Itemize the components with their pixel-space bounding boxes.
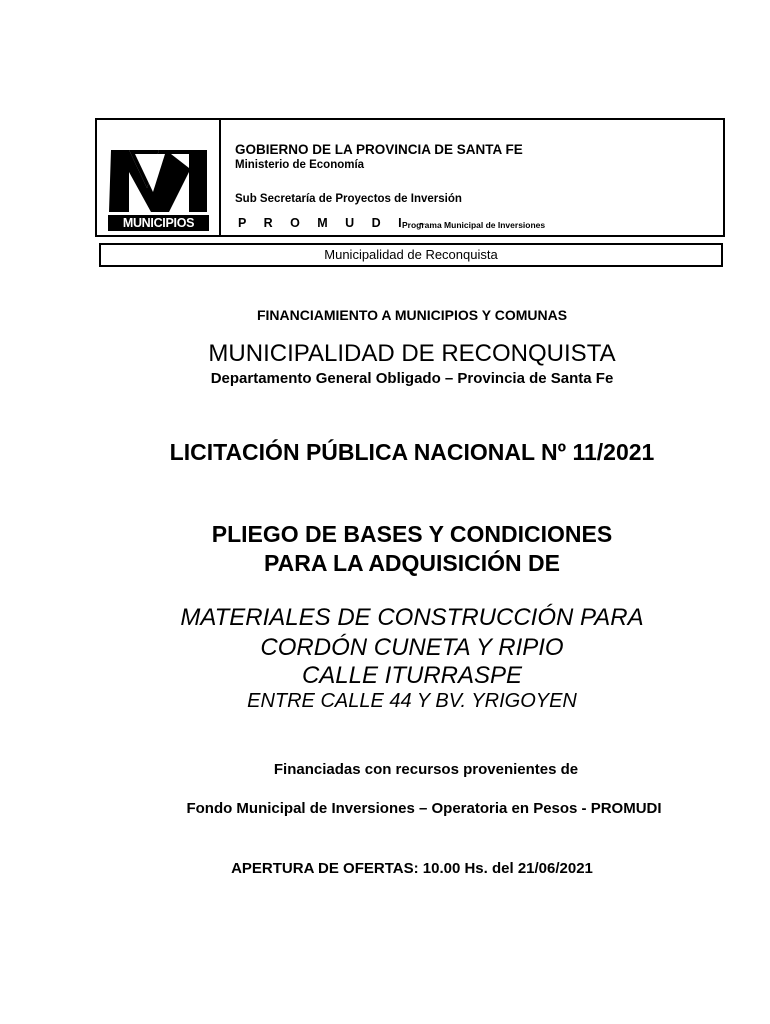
ministerio-text: Ministerio de Economía xyxy=(235,159,365,171)
materiales-line-4: ENTRE CALLE 44 Y BV. YRIGOYEN xyxy=(247,690,577,712)
gobierno-heading: GOBIERNO DE LA PROVINCIA DE SANTA FE xyxy=(235,142,523,157)
financiadas-text: Financiadas con recursos provenientes de xyxy=(273,761,579,778)
promudi-text: P R O M U D I - xyxy=(238,216,431,230)
pliego-line-1: PLIEGO DE BASES Y CONDICIONES xyxy=(211,521,613,547)
apertura-text: APERTURA DE OFERTAS: 10.00 Hs. del 21/06/2021 xyxy=(231,860,593,877)
programa-text: Programa Municipal de Inversiones xyxy=(402,220,546,230)
materiales-line-2: CORDÓN CUNETA Y RIPIO xyxy=(260,634,564,661)
materiales-line-3: CALLE ITURRASPE xyxy=(301,662,523,689)
materiales-line-1: MATERIALES DE CONSTRUCCIÓN PARA xyxy=(180,604,644,631)
pliego-line-2: PARA LA ADQUISICIÓN DE xyxy=(263,550,561,576)
subsecretaria-text: Sub Secretaría de Proyectos de Inversión xyxy=(235,193,462,205)
municipalidad-box: Municipalidad de Reconquista xyxy=(99,243,723,267)
municipalidad-title: MUNICIPALIDAD DE RECONQUISTA xyxy=(208,340,616,367)
financiamiento-heading: FINANCIAMIENTO A MUNICIPIOS Y COMUNAS xyxy=(256,307,568,323)
logo xyxy=(97,120,221,235)
municipios-m-logo-icon xyxy=(107,148,211,212)
licitacion-title: LICITACIÓN PÚBLICA NACIONAL Nº 11/2021 xyxy=(169,439,655,465)
fondo-text: Fondo Municipal de Inversiones – Operatoria en Pesos - PROMUDI xyxy=(186,800,662,817)
logo-text: MUNICIPIOS xyxy=(108,215,209,231)
header-box xyxy=(95,118,725,237)
departamento-subtitle: Departamento General Obligado – Provincia de Santa Fe xyxy=(210,370,614,387)
